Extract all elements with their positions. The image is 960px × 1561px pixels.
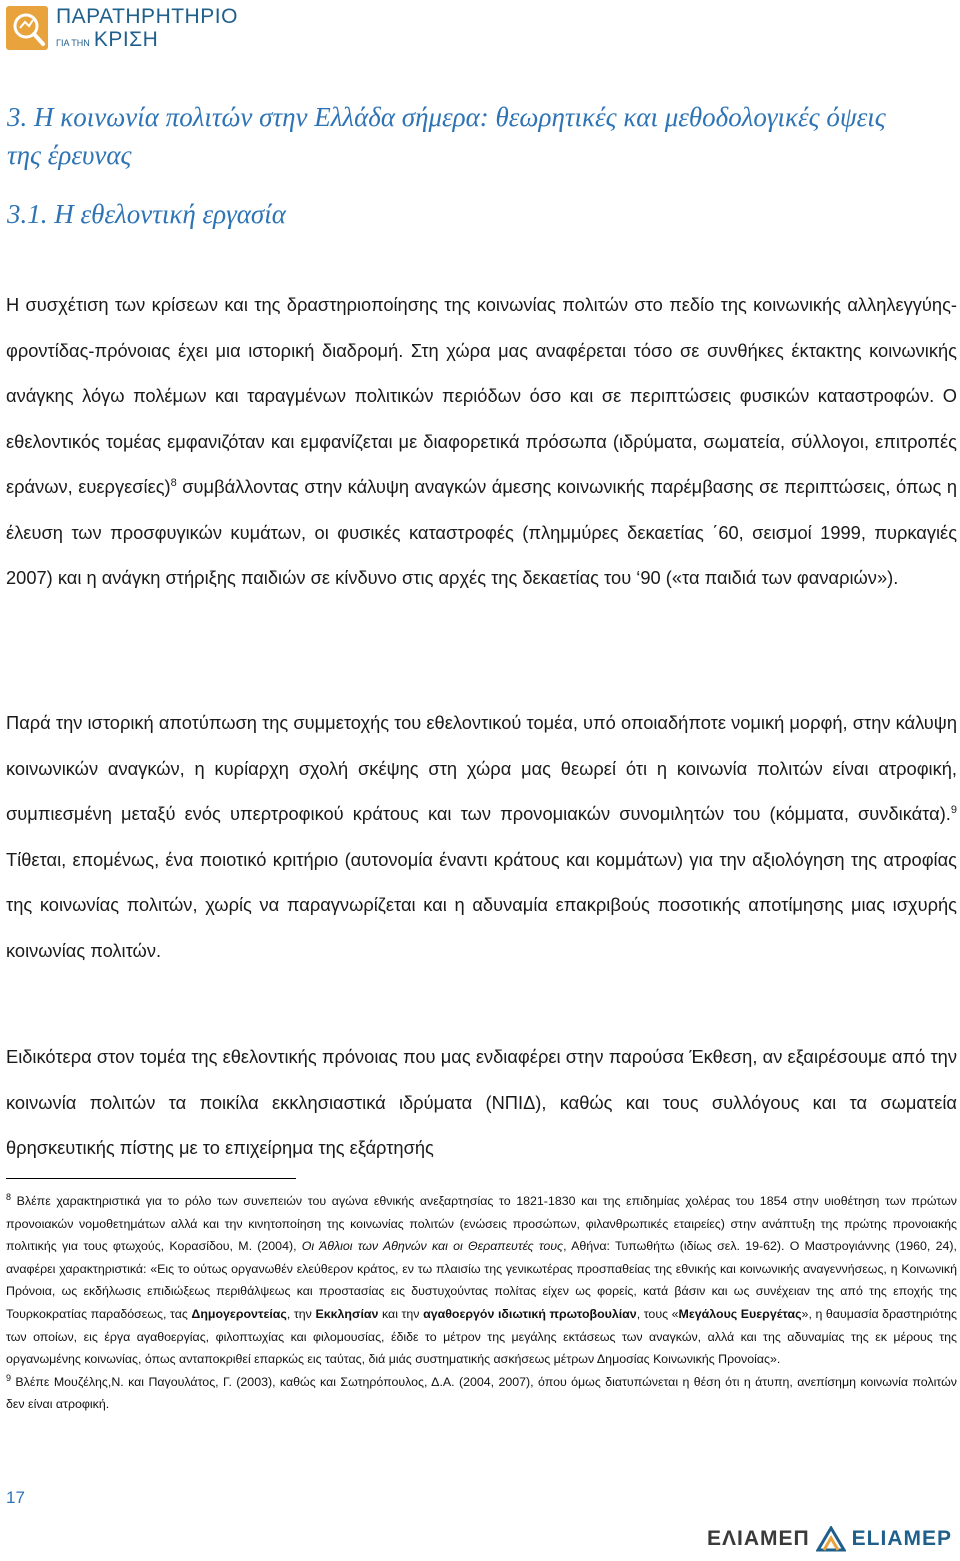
footnote-8-number: 8 — [6, 1191, 12, 1202]
footnote-8-text-a: Βλέπε χαρακτηριστικά για το ρόλο των συνεπειών του αγώνα εθνικής ανεξαρτησίας το 1821-1830 και της επιδημίας χολέρας του 1854 στην υιοθέτηση των πρώτων προνοιακών νομοθετημάτων αλλά και την κινητοποίηση της κοινωνίας πολιτών (ενώσεις προσώπων, φιλανθρωπικές εταιρείες) στην ανάπτυξη της πρώτης προνοιακής πολιτικής για τους φτωχούς, Κορασίδου, Μ. (2004), — [6, 1194, 957, 1254]
footnote-8-text-e: , τους « — [636, 1306, 679, 1321]
paragraph-2-text-a: Παρά την ιστορική αποτύπωση της συμμετοχής του εθελοντικού τομέα, υπό οποιαδήποτε νομική μορφή, στην κάλυψη κοινωνικών αναγκών, η κυρίαρχη σχολή σκέψης στη χώρα μας θεωρεί ότι η κοινωνία πολιτών είναι ατροφική, συμπιεσμένη μεταξύ ενός υπερτροφικού κράτους και των προνομιακών συνομιλητών του (κόμματα, συνδικάτα). — [6, 712, 957, 824]
footnote-8-bold-3: αγαθοεργόν ιδιωτική πρωτοβουλίαν — [423, 1306, 637, 1321]
subsection-heading: 3.1. Η εθελοντική εργασία — [7, 199, 286, 229]
logo-subtitle — [56, 29, 238, 50]
footnote-9-number: 9 — [6, 1372, 12, 1383]
header-logo — [6, 4, 238, 52]
footnote-8-bold-2: Εκκλησίαν — [315, 1306, 379, 1321]
paragraph-2-text-b: Τίθεται, επομένως, ένα ποιοτικό κριτήριο (αυτονομία έναντι κράτους και κομμάτων) για την αξιολόγηση της ατροφίας της κοινωνίας πολιτών, χωρίς να παραγνωρίζεται και η αδυναμία επακριβούς ποσοτικής αποτίμησης μιας ισχυρής κοινωνίας πολιτών. — [6, 848, 957, 961]
paragraph-1-text-a: Η συσχέτιση των κρίσεων και της δραστηριοποίησης της κοινωνίας πολιτών στο πεδίο της κοινωνικής αλληλεγγύης-φροντίδας-πρόνοιας έχει μια ιστορική διαδρομή. Στη χώρα μας αναφέρεται τόσο σε συνθήκες έκτακτης κοινωνικής ανάγκης λόγω πολέμων και ταραγμένων πολιτικών περιόδων όσο και σε περιπτώσεις φυσικών καταστροφών. Ο εθελοντικός τομέας εμφανιζόταν και εμφανίζεται με διαφορετικά πρόσωπα (ιδρύματα, σωματεία, σύλλογοι, επιτροπές εράνων, ευεργεσίες) — [6, 294, 957, 497]
footnotes — [6, 1190, 957, 1416]
footnote-9 — [6, 1371, 957, 1416]
section-heading: 3. Η κοινωνία πολιτών στην Ελλάδα σήμερα: θεωρητικές και μεθοδολογικές όψεις της έρευνας — [7, 102, 886, 170]
logo-text — [56, 6, 238, 50]
footer-logo-latin: ELIAMEP — [851, 1527, 952, 1550]
paragraph-1 — [6, 282, 957, 601]
eliamep-icon — [816, 1526, 846, 1552]
footnote-ref-9[interactable]: 9 — [950, 803, 957, 816]
paragraph-3: Ειδικότερα στον τομέα της εθελοντικής πρόνοιας που μας ενδιαφέρει στην παρούσα Έκθεση, αν εξαιρέσουμε από την κοινωνία πολιτών τα ποικίλα εκκλησιαστικά ιδρύματα (ΝΠΙΔ), καθώς και τους συλλόγους και τα σωματεία θρησκευτικής πίστης με το επιχείρημα της εξάρτησής — [6, 1046, 957, 1158]
page-number: 17 — [6, 1488, 25, 1507]
footnote-8-text-b: , Αθήνα: Τυπωθήτω (ιδίως σελ. 19-62). Ο Μαστρογιάννης (1960, 24), αναφέρει χαρακτηριστικά: «Εις το ούτως οργανωθέν ελεύθερον κράτος, εν τω πλαισίω της γενικωτέρας προσπαθείας της εθνικής και κοινωνικής αναγεννήσεως, η Κοινωνική Πρόνοια, ως εκδήλωσις επιδιώξεως περιθάλψεως και προστασίας εις δυστυχούντας πολίτας είχεν ως φορείς, κατά βάσιν και ως συνέχειαν της από της εποχής της Τουρκοκρατίας παραδόσεως, τας — [6, 1239, 957, 1321]
observatory-crisis-icon — [6, 6, 48, 50]
footnote-8-book-title: Οι Άθλιοι των Αθηνών και οι Θεραπευτές τους — [301, 1239, 564, 1254]
paragraph-1-text-b: συμβάλλοντας στην κάλυψη αναγκών άμεσης κοινωνικής παρέμβασης σε περιπτώσεις, όπως η έλευση των προσφυγικών κυμάτων, οι φυσικές καταστροφές (πλημμύρες δεκαετίας ΄60, σεισμοί 1999, πυρκαγιές 2007) και η ανάγκη στήριξης παιδιών σε κίνδυνο στις αρχές της δεκαετίας του ‘90 («τα παιδιά των φαναριών»). — [6, 476, 957, 588]
footnote-ref-8[interactable]: 8 — [170, 476, 177, 489]
footnote-8-bold-4: Μεγάλους Ευεργέτας — [678, 1306, 802, 1321]
paragraph-2 — [6, 700, 957, 973]
logo-title: ΠΑΡΑΤΗΡΗΤΗΡΙΟ — [56, 5, 238, 28]
footnote-8-bold-1: Δημογεροντείας — [191, 1306, 287, 1321]
logo-subtitle-big: ΚΡΙΣΗ — [93, 28, 159, 51]
footer-logo — [707, 1525, 952, 1553]
footnote-8-text-f: », η θαυμασία δραστηριότης των οποίων, εις έργα αγαθοεργίας, φιλοπτωχίας και φιλομουσίας, έδιδε το μέτρον της μεγάλης εκτάσεως των αναγκών, αλλά και της αδυναμίας της εκ μέρους της οργανωμένης κοινωνίας, όπως ανταποκριθεί επαρκώς εις ταύτας, διά μιάς συστηματικής ασκήσεως μέτρων Δημοσίας Κοινωνικής Προνοίας». — [6, 1306, 957, 1367]
logo-subtitle-small: ΓΙΑ ΤΗΝ — [56, 38, 90, 48]
footnote-8-text-d: και την — [378, 1306, 424, 1321]
footnote-9-text: Βλέπε Μουζέλης,Ν. και Παγουλάτος, Γ. (2003), καθώς και Σωτηρόπουλος, Δ.Α. (2004, 2007), όπου όμως διατυπώνεται η θέση ότι η άτυπη, ανεπίσημη κοινωνία πολιτών δεν είναι ατροφική. — [6, 1374, 957, 1412]
footnote-8 — [6, 1190, 957, 1371]
footnote-separator — [6, 1178, 296, 1179]
footnote-8-text-c: , την — [286, 1306, 316, 1321]
footer-logo-greek: ΕΛΙΑΜΕΠ — [706, 1527, 810, 1550]
